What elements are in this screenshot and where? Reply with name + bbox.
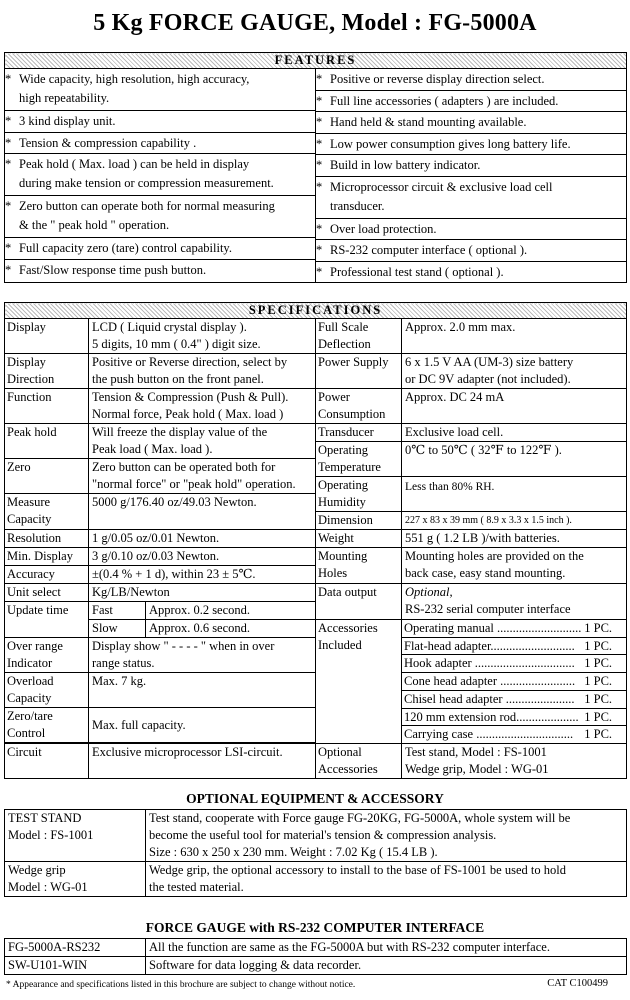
- feature-text: high repeatability.: [19, 91, 110, 105]
- spec-label-power-supply: Power Supply: [316, 354, 402, 389]
- wedge-grip-description: Wedge grip, the optional accessory to install to the base of FS-1001 be used to hold the tested material.: [146, 862, 627, 897]
- spec-label-unit-select: Unit select: [5, 584, 89, 602]
- bullet-star: *: [5, 114, 12, 128]
- spec-label-power-consumption: Power Consumption: [316, 389, 402, 424]
- left-feature-item: [5, 196, 315, 238]
- right-feature-item: [316, 219, 626, 241]
- right-feature-item: [316, 91, 626, 113]
- spec-value-dimension: 227 x 83 x 39 mm ( 8.9 x 3.3 x 1.5 inch ).: [402, 512, 627, 530]
- page-title: 5 Kg FORCE GAUGE, Model : FG-5000A: [93, 10, 537, 36]
- spec-value-power-consumption: Approx. DC 24 mA: [402, 389, 627, 424]
- spec-label-optional-accessories: Optional Accessories: [316, 744, 402, 779]
- feature-text: during make tension or compression measurement.: [19, 176, 274, 190]
- bullet-star: *: [5, 157, 12, 171]
- accessory-item: [402, 726, 626, 743]
- accessory-item: [402, 655, 626, 673]
- accessory-name: Hook adapter ................................: [404, 656, 575, 671]
- spec-value-operating-humidity: Less than 80% RH.: [402, 477, 627, 512]
- feature-text: Hand held & stand mounting available.: [330, 115, 527, 129]
- spec-value-over-range: Display show " - - - - " when in over range status.: [89, 638, 316, 673]
- spec-value-function: Tension & Compression (Push & Pull). Normal force, Peak hold ( Max. load ): [89, 389, 316, 424]
- left-feature-item: [5, 238, 315, 260]
- spec-value-power-supply: 6 x 1.5 V AA (UM-3) size battery or DC 9V adapter (not included).: [402, 354, 627, 389]
- accessory-item: [402, 638, 626, 656]
- bullet-star: *: [316, 264, 323, 279]
- spec-label-peak-hold: Peak hold: [5, 424, 89, 459]
- spec-label-circuit: Circuit: [5, 744, 89, 779]
- footnote: * Appearance and specifications listed in this brochure are subject to change without notice.: [6, 980, 356, 990]
- feature-text: RS-232 computer interface ( optional ).: [330, 243, 528, 257]
- bullet-star: *: [316, 158, 323, 172]
- spec-label-min-display: Min. Display: [5, 548, 89, 566]
- spec-label-operating-humidity: Operating Humidity: [316, 477, 402, 512]
- spec-value-operating-temperature: 0℃ to 50℃ ( 32℉ to 122℉ ).: [402, 442, 627, 477]
- bullet-star: *: [5, 262, 12, 277]
- spec-value-accessories: [402, 620, 627, 744]
- feature-text: Tension & compression capability .: [19, 135, 197, 150]
- spec-value-mounting-holes: Mounting holes are provided on the back case, easy stand mounting.: [402, 548, 627, 584]
- feature-text: Over load protection.: [330, 221, 437, 236]
- feature-text: transducer.: [330, 198, 385, 213]
- specifications-heading: SPECIFICATIONS: [5, 303, 627, 319]
- bullet-star: *: [316, 179, 323, 194]
- bullet-star: *: [316, 72, 323, 86]
- feature-text: Zero button can operate both for normal measuring: [19, 199, 275, 213]
- spec-value-full-scale: Approx. 2.0 mm max.: [402, 319, 627, 354]
- accessory-name: Chisel head adapter ......................: [404, 691, 575, 706]
- feature-text: & the " peak hold " operation.: [19, 218, 170, 232]
- features-right-column: [316, 69, 627, 283]
- spec-label-accessories: Accessories Included: [316, 620, 402, 744]
- right-feature-item: [316, 240, 626, 262]
- right-feature-item: [316, 112, 626, 134]
- spec-label-over-range: Over range Indicator: [5, 638, 89, 673]
- spec-value-overload: Max. 7 kg.: [89, 673, 316, 708]
- feature-text: Full line accessories ( adapters ) are included.: [330, 93, 559, 108]
- spec-label-measure-capacity: Measure Capacity: [5, 494, 89, 530]
- spec-value-resolution: 1 g/0.05 oz/0.01 Newton.: [89, 530, 316, 548]
- spec-value-transducer: Exclusive load cell.: [402, 424, 627, 442]
- spec-update-fast-value: Approx. 0.2 second.: [146, 602, 316, 620]
- spec-label-accuracy: Accuracy: [5, 566, 89, 584]
- left-feature-item: [5, 69, 315, 111]
- spec-label-mounting-holes: Mounting Holes: [316, 548, 402, 584]
- spec-label-dimension: Dimension: [316, 512, 402, 530]
- spec-label-overload: Overload Capacity: [5, 673, 89, 708]
- catalog-number: CAT C100499: [547, 978, 608, 989]
- bullet-star: *: [5, 135, 12, 150]
- feature-text: Professional test stand ( optional ).: [330, 264, 504, 279]
- optional-equipment-table: [4, 809, 627, 897]
- rs232-row-model: FG-5000A-RS232: [5, 939, 146, 957]
- spec-label-operating-temperature: Operating Temperature: [316, 442, 402, 477]
- features-left-column: [5, 69, 316, 283]
- spec-value-min-display: 3 g/0.10 oz/0.03 Newton.: [89, 548, 316, 566]
- accessory-item: [402, 673, 626, 691]
- spec-label-data-output: Data output: [316, 584, 402, 620]
- software-row-model: SW-U101-WIN: [5, 957, 146, 975]
- spec-value-zero-tare: Max. full capacity.: [89, 708, 316, 743]
- accessory-qty: 1 PC.: [584, 656, 613, 671]
- feature-text: Wide capacity, high resolution, high accuracy,: [19, 72, 250, 86]
- spec-value-display: LCD ( Liquid crystal display ). 5 digits, 10 mm ( 0.4" ) digit size.: [89, 319, 316, 354]
- bullet-star: *: [5, 72, 12, 86]
- test-stand-description: Test stand, cooperate with Force gauge FG-20KG, FG-5000A, whole system will be become the useful tool for material's tension & compression analysis. Size : 630 x 250 x 230 mm. Weight : 7.02 Kg ( 15.4 LB ).: [146, 810, 627, 862]
- accessory-item: [402, 709, 626, 727]
- spec-value-optional-accessories: Test stand, Model : FS-1001 Wedge grip, Model : WG-01: [402, 744, 627, 779]
- bullet-star: *: [316, 93, 323, 108]
- right-feature-item: [316, 134, 626, 156]
- bullet-star: *: [316, 221, 323, 236]
- accessory-name: 120 mm extension rod....................: [404, 709, 579, 724]
- spec-value-circuit: Exclusive microprocessor LSI-circuit.: [89, 744, 316, 779]
- spec-label-weight: Weight: [316, 530, 402, 548]
- accessory-qty: 1 PC.: [584, 691, 613, 706]
- accessory-qty: 1 PC.: [584, 727, 613, 742]
- feature-text: Peak hold ( Max. load ) can be held in display: [19, 157, 250, 171]
- bullet-star: *: [316, 136, 323, 151]
- right-feature-item: [316, 262, 626, 283]
- features-heading: FEATURES: [5, 53, 627, 69]
- left-feature-item: [5, 260, 315, 281]
- accessory-qty: 1 PC.: [584, 674, 613, 689]
- feature-text: Microprocessor circuit & exclusive load cell: [330, 179, 553, 194]
- feature-text: Full capacity zero (tare) control capability.: [19, 241, 232, 255]
- spec-value-weight: 551 g ( 1.2 LB )/with batteries.: [402, 530, 627, 548]
- spec-value-unit-select: Kg/LB/Newton: [89, 584, 316, 602]
- spec-label-update-time: Update time: [5, 602, 89, 638]
- spec-value-peak-hold: Will freeze the display value of the Peak load ( Max. load ).: [89, 424, 316, 459]
- rs232-table: [4, 938, 627, 975]
- accessory-name: Flat-head adapter...........................: [404, 638, 575, 653]
- accessory-qty: 1 PC.: [584, 709, 613, 724]
- feature-text: Positive or reverse display direction select.: [330, 72, 545, 86]
- feature-text: Build in low battery indicator.: [330, 158, 481, 172]
- accessory-name: Carrying case ...............................: [404, 727, 574, 742]
- test-stand-label: TEST STAND Model : FS-1001: [5, 810, 146, 862]
- accessory-qty: 1 PC.: [584, 621, 613, 635]
- bullet-star: *: [316, 243, 323, 257]
- spec-update-slow-value: Approx. 0.6 second.: [146, 620, 316, 638]
- accessory-item: [402, 691, 626, 709]
- spec-label-resolution: Resolution: [5, 530, 89, 548]
- accessory-qty: 1 PC.: [584, 638, 613, 653]
- spec-update-slow-label: Slow: [89, 620, 146, 638]
- spec-label-function: Function: [5, 389, 89, 424]
- spec-value-data-output: Optional, RS-232 serial computer interface: [402, 584, 627, 620]
- spec-value-accuracy: ±(0.4 % + 1 d), within 23 ± 5℃.: [89, 566, 316, 584]
- left-feature-item: [5, 133, 315, 155]
- feature-text: 3 kind display unit.: [19, 114, 116, 128]
- left-feature-item: [5, 111, 315, 133]
- bullet-star: *: [5, 241, 12, 255]
- accessory-name: Operating manual ...........................: [404, 621, 582, 635]
- rs232-row-description: All the function are same as the FG-5000A but with RS-232 computer interface.: [146, 939, 627, 957]
- spec-update-fast-label: Fast: [89, 602, 146, 620]
- bullet-star: *: [5, 199, 12, 213]
- wedge-grip-label: Wedge grip Model : WG-01: [5, 862, 146, 897]
- feature-text: Fast/Slow response time push button.: [19, 262, 207, 277]
- spec-value-display-direction: Positive or Reverse direction, select by the push button on the front panel.: [89, 354, 316, 389]
- accessory-name: Cone head adapter ........................: [404, 674, 576, 689]
- features-table: [4, 52, 627, 283]
- optional-equipment-heading: OPTIONAL EQUIPMENT & ACCESSORY: [186, 791, 444, 806]
- rs232-heading: FORCE GAUGE with RS-232 COMPUTER INTERFACE: [145, 920, 485, 935]
- right-feature-item: [316, 69, 626, 91]
- spec-value-zero: Zero button can be operated both for "normal force" or "peak hold" operation.: [89, 459, 316, 494]
- left-feature-item: [5, 154, 315, 196]
- right-feature-item: [316, 155, 626, 177]
- spec-label-zero: Zero: [5, 459, 89, 494]
- bullet-star: *: [316, 115, 323, 129]
- specifications-table: [4, 302, 627, 779]
- spec-value-measure-capacity: 5000 g/176.40 oz/49.03 Newton.: [89, 494, 316, 530]
- spec-label-full-scale: Full Scale Deflection: [316, 319, 402, 354]
- spec-label-transducer: Transducer: [316, 424, 402, 442]
- right-feature-item: [316, 177, 626, 219]
- accessory-item: [402, 620, 626, 638]
- spec-label-display: Display: [5, 319, 89, 354]
- software-row-description: Software for data logging & data recorder.: [146, 957, 627, 975]
- spec-label-display-direction: Display Direction: [5, 354, 89, 389]
- spec-label-zero-tare: Zero/tare Control: [5, 708, 89, 743]
- feature-text: Low power consumption gives long battery life.: [330, 136, 571, 151]
